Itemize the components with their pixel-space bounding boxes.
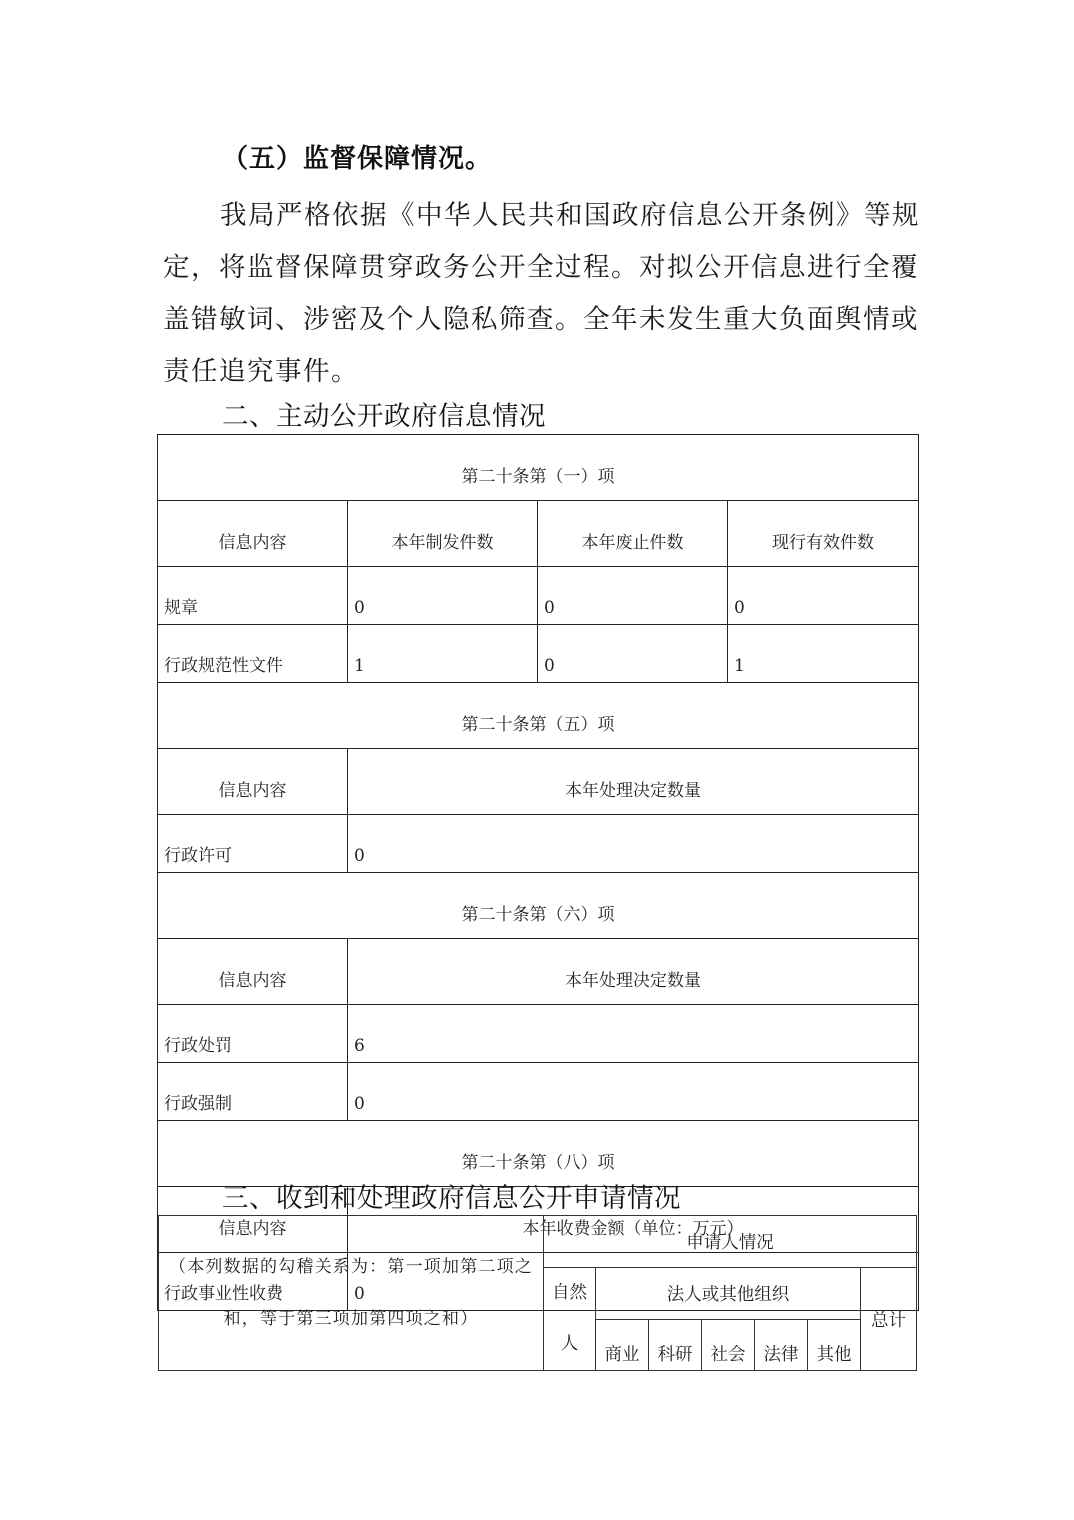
org-type-header: 科研 [649,1319,702,1371]
column-header: 现行有效件数 [728,501,919,567]
natural-person-label-line1: 自然 [552,1283,587,1303]
org-type-header: 法律 [755,1319,808,1371]
supervision-paragraph: 我局严格依据《中华人民共和国政府信息公开条例》等规定，将监督保障贯穿政务公开全过程。对拟公开信息进行全覆盖错敏词、涉密及个人隐私筛查。全年未发生重大负面舆情或责任追究事件。 [163,200,920,387]
row-label: 行政处罚 [158,1005,348,1063]
item1-title: 第二十条第（一）项 [158,435,919,501]
row-label: 规章 [158,567,348,625]
natural-person-header [544,1268,596,1371]
table-row [158,625,919,683]
row-label: 行政强制 [158,1063,348,1121]
column-header: 信息内容 [158,501,348,567]
table-section-title-row [158,435,919,501]
cell-value: 0 [348,1063,919,1121]
column-header: 信息内容 [158,939,348,1005]
item6-title: 第二十条第（六）项 [158,873,919,939]
checksum-note: （本列数据的勾稽关系为：第一项加第二项之和，等于第三项加第四项之和） [159,1216,544,1371]
column-header: 本年废止件数 [538,501,728,567]
table-section-title-row [158,683,919,749]
table-header-row [158,939,919,1005]
column-header: 本年收费金额（单位：万元） [348,1187,919,1253]
cell-value: 1 [348,625,538,683]
table-header-row [158,749,919,815]
cell-value: 1 [728,625,919,683]
row-label: 行政事业性收费 [158,1253,348,1311]
table-row [158,1063,919,1121]
column-header: 信息内容 [158,1187,348,1253]
org-header: 法人或其他组织 [596,1268,861,1320]
cell-value: 0 [728,567,919,625]
cell-value: 0 [348,567,538,625]
applications-table [158,1215,917,1371]
section-heading-applications: 三、收到和处理政府信息公开申请情况 [222,1183,681,1214]
table-section-title-row [158,873,919,939]
column-header: 本年处理决定数量 [348,749,919,815]
total-header: 总计 [861,1268,917,1371]
table-header-row [159,1216,917,1268]
table-header-row [158,501,919,567]
section-heading-proactive-disclosure: 二、主动公开政府信息情况 [222,401,546,432]
row-label: 行政许可 [158,815,348,873]
cell-value: 6 [348,1005,919,1063]
org-type-header: 社会 [702,1319,755,1371]
org-type-header: 商业 [596,1319,649,1371]
row-label: 行政规范性文件 [158,625,348,683]
section-heading-supervision: （五）监督保障情况。 [222,144,493,174]
org-type-header: 其他 [808,1319,861,1371]
applicant-header: 申请人情况 [544,1216,917,1268]
column-header: 本年处理决定数量 [348,939,919,1005]
natural-person-label-line2: 人 [560,1334,579,1354]
cell-value: 0 [348,1253,919,1311]
cell-value: 0 [348,815,919,873]
item8-title: 第二十条第（八）项 [158,1121,919,1187]
cell-value: 0 [538,567,728,625]
column-header: 信息内容 [158,749,348,815]
table-row [158,815,919,873]
table-row [158,567,919,625]
column-header: 本年制发件数 [348,501,538,567]
cell-value: 0 [538,625,728,683]
table-row [158,1005,919,1063]
item5-title: 第二十条第（五）项 [158,683,919,749]
